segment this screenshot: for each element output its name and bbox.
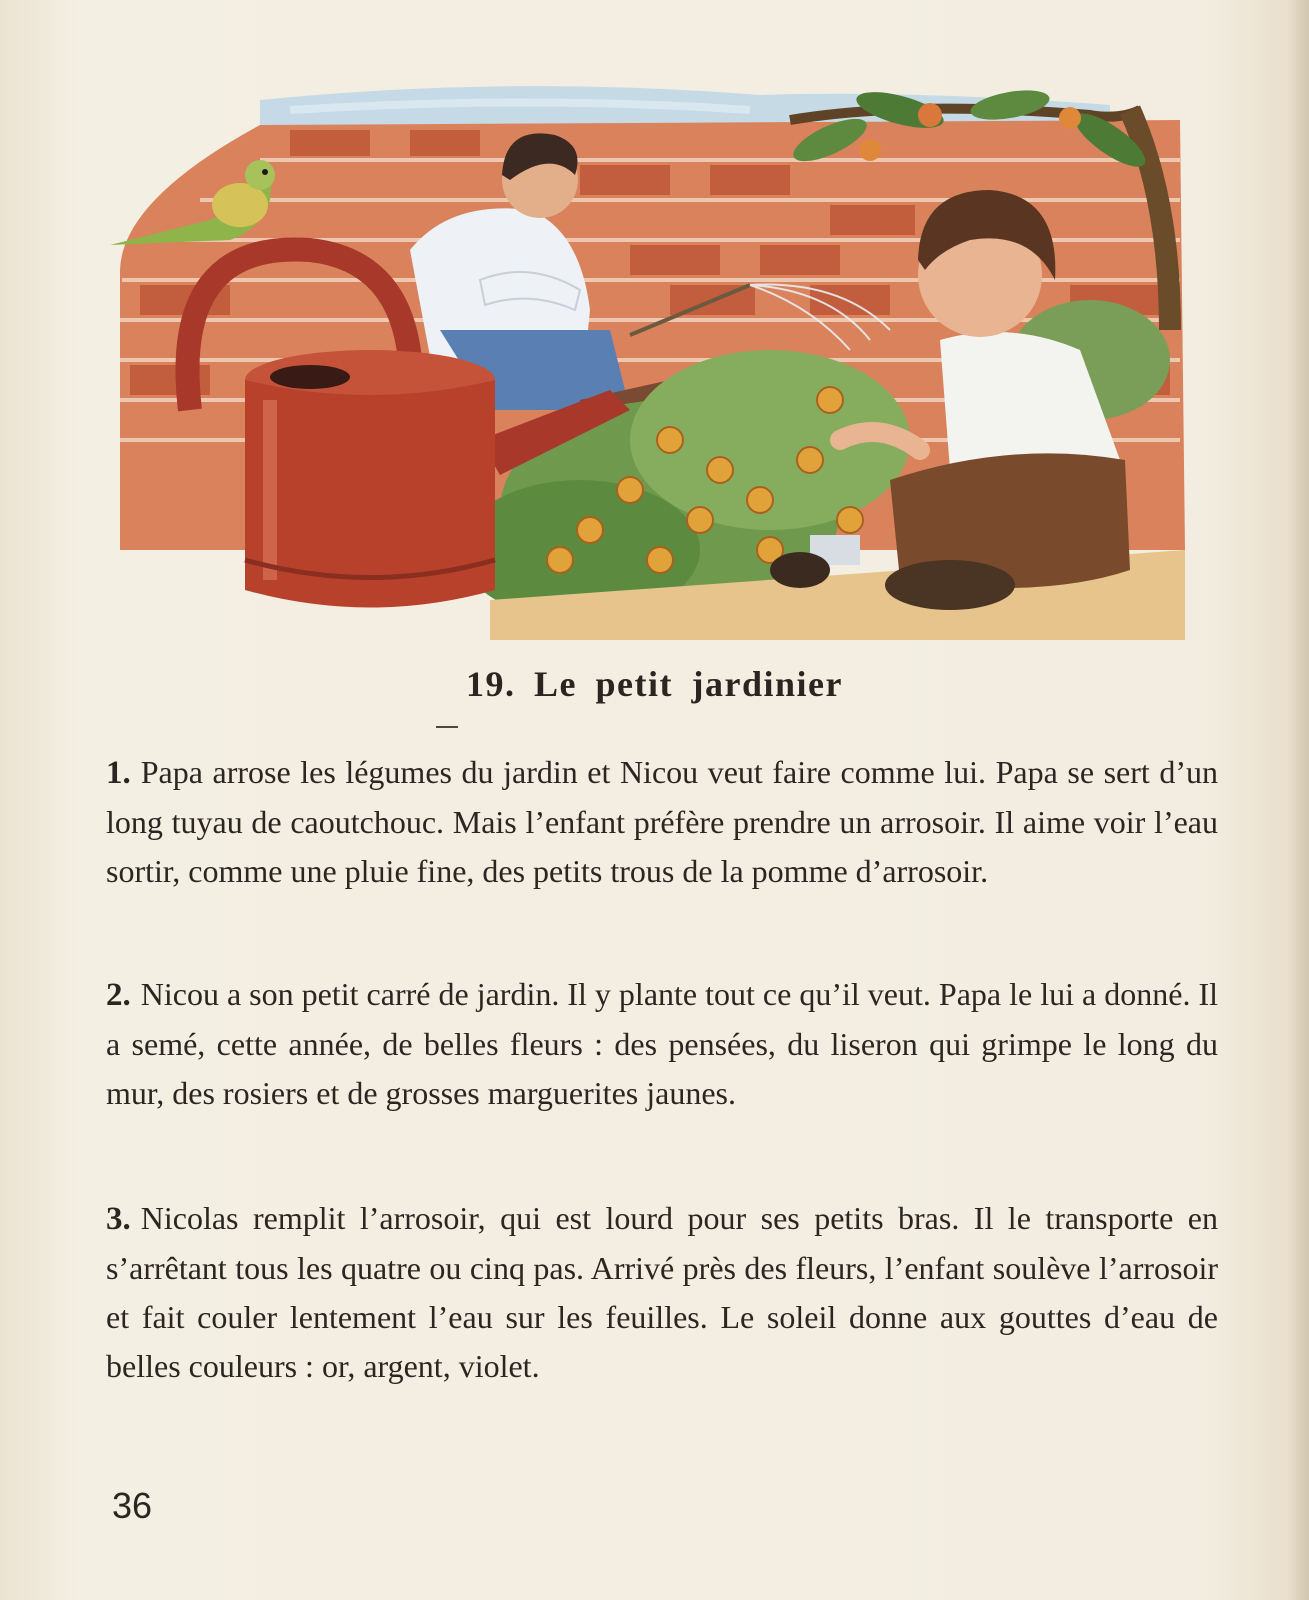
paragraph-text: Nicou a son petit carré de jardin. Il y plante tout ce qu’il veut. Papa le lui a donné. Il a semé, cette année, de belles fleurs : des pensées, du liseron qui grimpe le long du mur, des rosiers et de grosses marguerites jaunes. bbox=[106, 976, 1218, 1111]
lesson-title: 19. Le petit jardinier bbox=[466, 664, 843, 704]
paragraph-number: 3. bbox=[106, 1201, 131, 1237]
paragraph-text: Nicolas remplit l’arrosoir, qui est lourd pour ses petits bras. Il le transporte en s’arrêtant tous les quatre ou cinq pas. Arrivé près des fleurs, l’enfant soulève l’arrosoir et fait couler lentement l’eau sur les feuilles. Le soleil donne aux gouttes d’eau de belles couleurs : or, argent, violet. bbox=[106, 1200, 1218, 1384]
paragraph-2 bbox=[106, 970, 1218, 1118]
paragraph-number: 1. bbox=[106, 755, 131, 791]
paragraph-3 bbox=[106, 1194, 1218, 1391]
title-divider bbox=[436, 726, 458, 728]
page-edge-shadow bbox=[1287, 0, 1309, 1600]
paragraph-text: Papa arrose les légumes du jardin et Nicou veut faire comme lui. Papa se sert d’un long tuyau de caoutchouc. Mais l’enfant préfère prendre un arrosoir. Il aime voir l’eau sortir, comme une pluie fine, des petits trous de la pomme d’arrosoir. bbox=[106, 754, 1218, 889]
garden-illustration bbox=[110, 80, 1200, 655]
page-number: 36 bbox=[112, 1485, 153, 1526]
paragraph-number: 2. bbox=[106, 977, 131, 1013]
paragraph-1 bbox=[106, 748, 1218, 896]
